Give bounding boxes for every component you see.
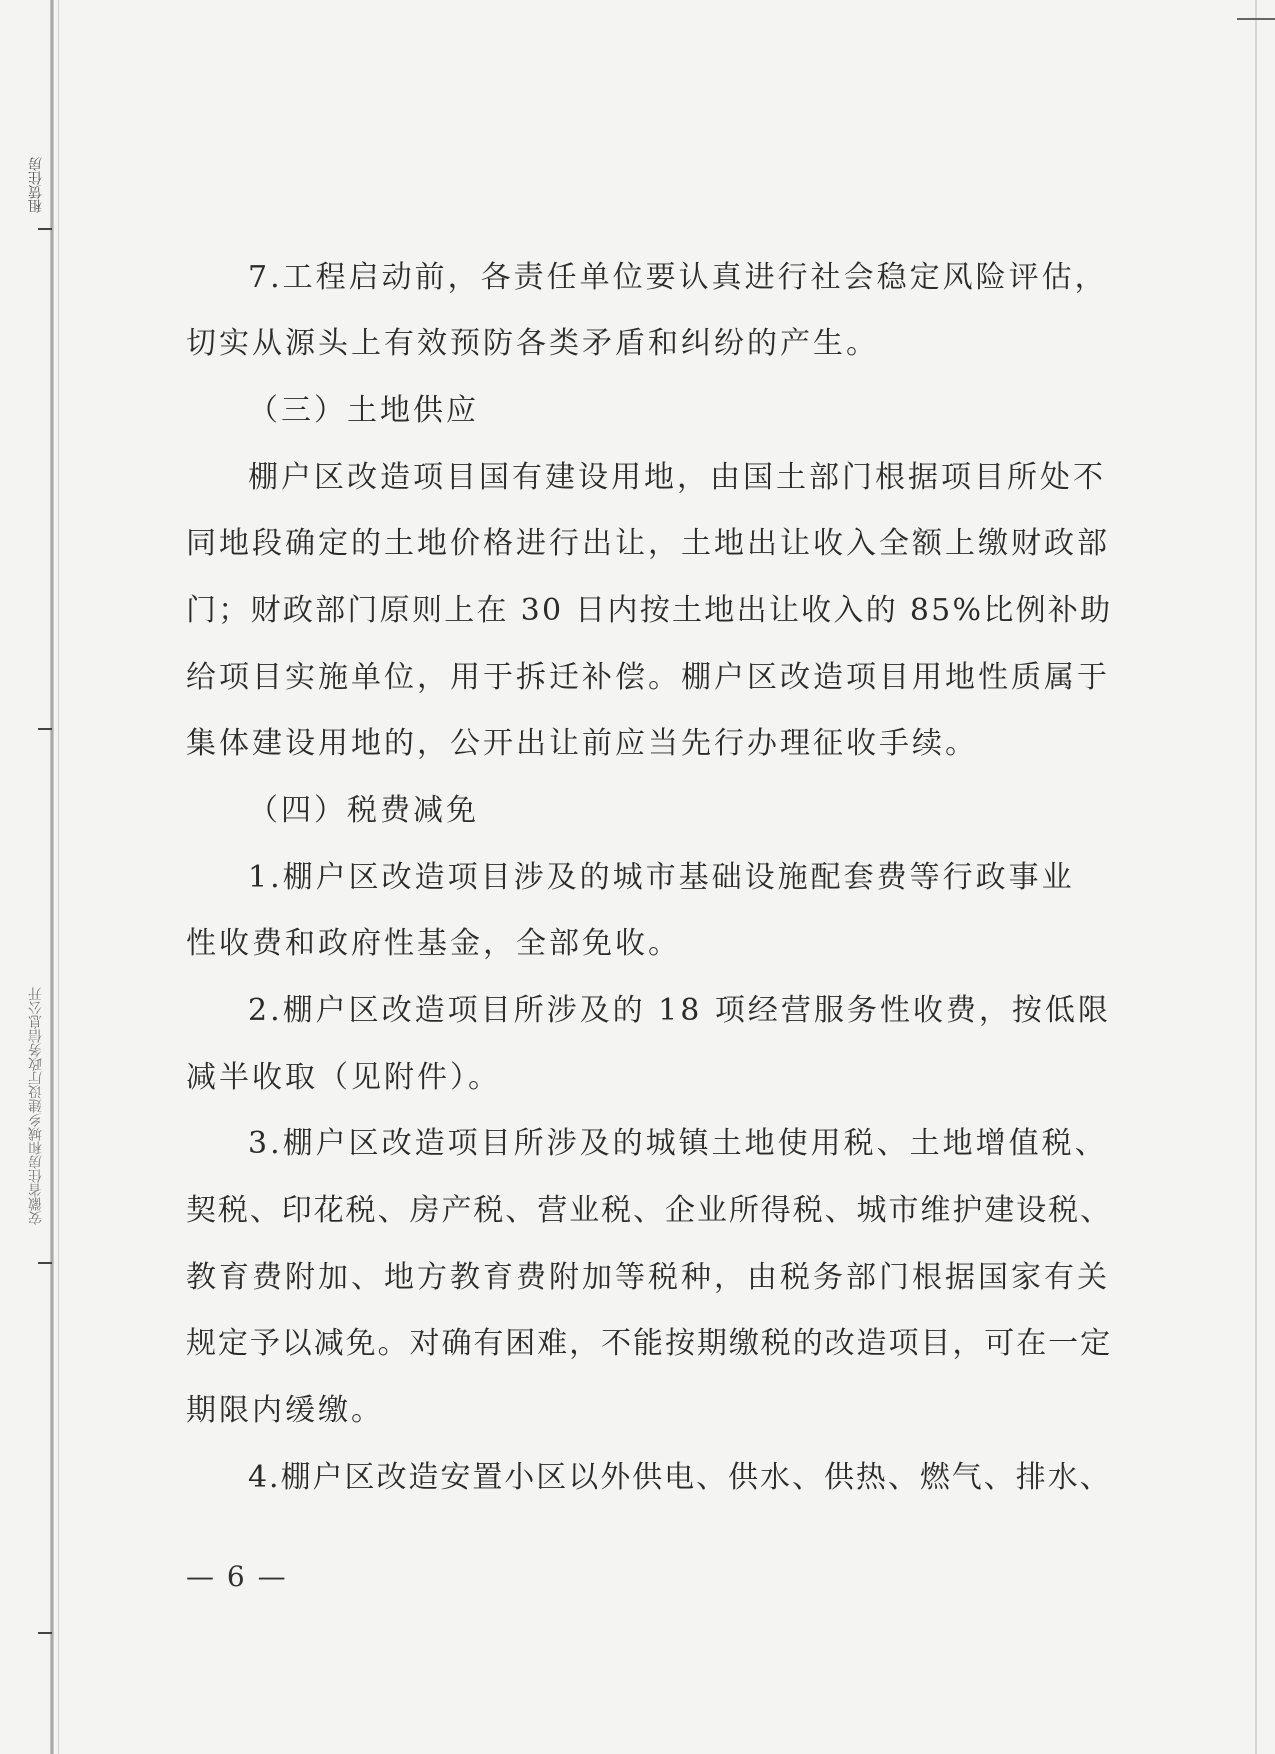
- page-number: — 6 —: [186, 1560, 288, 1593]
- margin-note-middle: 安徽省住房和城乡建设厅政务信息公开: [28, 987, 44, 1225]
- paragraph-line: 棚户区改造项目国有建设用地，由国土部门根据项目所处不: [248, 460, 1106, 495]
- paragraph-line: 集体建设用地的，公开出让前应当先行办理征收手续。: [186, 726, 978, 761]
- paragraph-line: 性收费和政府性基金，全部免收。: [186, 926, 681, 961]
- paragraph-line: 门；财政部门原则上在 30 日内按土地出让收入的 85%比例补助: [186, 593, 1113, 628]
- paragraph-line: 3.棚户区改造项目所涉及的城镇土地使用税、土地增值税、: [248, 1126, 1108, 1161]
- paragraph-line: 给项目实施单位，用于拆迁补偿。棚户区改造项目用地性质属于: [186, 660, 1110, 695]
- binding-edge-line: [58, 0, 59, 1754]
- paragraph-line: 教育费附加、地方教育费附加等税种，由税务部门根据国家有关: [186, 1260, 1110, 1295]
- paragraph-line: 同地段确定的土地价格进行出让，土地出让收入全额上缴财政部: [186, 526, 1110, 561]
- paragraph-line: 减半收取（见附件）。: [186, 1060, 501, 1095]
- section-heading: （四）税费减免: [248, 793, 479, 828]
- paragraph-line: 规定予以减免。对确有困难，不能按期缴税的改造项目，可在一定: [186, 1326, 1112, 1361]
- binding-mark: [38, 1632, 52, 1634]
- section-heading: （三）土地供应: [248, 393, 479, 428]
- binding-mark: [38, 1262, 52, 1264]
- binding-mark: [38, 228, 52, 230]
- binding-mark: [38, 728, 52, 730]
- paragraph-line: 期限内缓缴。: [186, 1393, 384, 1428]
- paragraph-line: 切实从源头上有效预防各类矛盾和纠纷的产生。: [186, 326, 879, 361]
- paragraph-line: 7.工程启动前，各责任单位要认真进行社会稳定风险评估，: [248, 260, 1108, 295]
- right-edge: [1255, 0, 1257, 1754]
- top-edge-mark: [1237, 18, 1275, 20]
- margin-note-top: 租赁住房: [28, 157, 44, 213]
- binding-edge: [50, 0, 54, 1754]
- paragraph-line: 1.棚户区改造项目涉及的城市基础设施配套费等行政事业: [248, 860, 1075, 895]
- paragraph-line: 契税、印花税、房产税、营业税、企业所得税、城市维护建设税、: [186, 1193, 1112, 1228]
- paragraph-line: 4.棚户区改造安置小区以外供电、供水、供热、燃气、排水、: [248, 1460, 1112, 1495]
- paragraph-line: 2.棚户区改造项目所涉及的 18 项经营服务性收费，按低限: [248, 993, 1111, 1028]
